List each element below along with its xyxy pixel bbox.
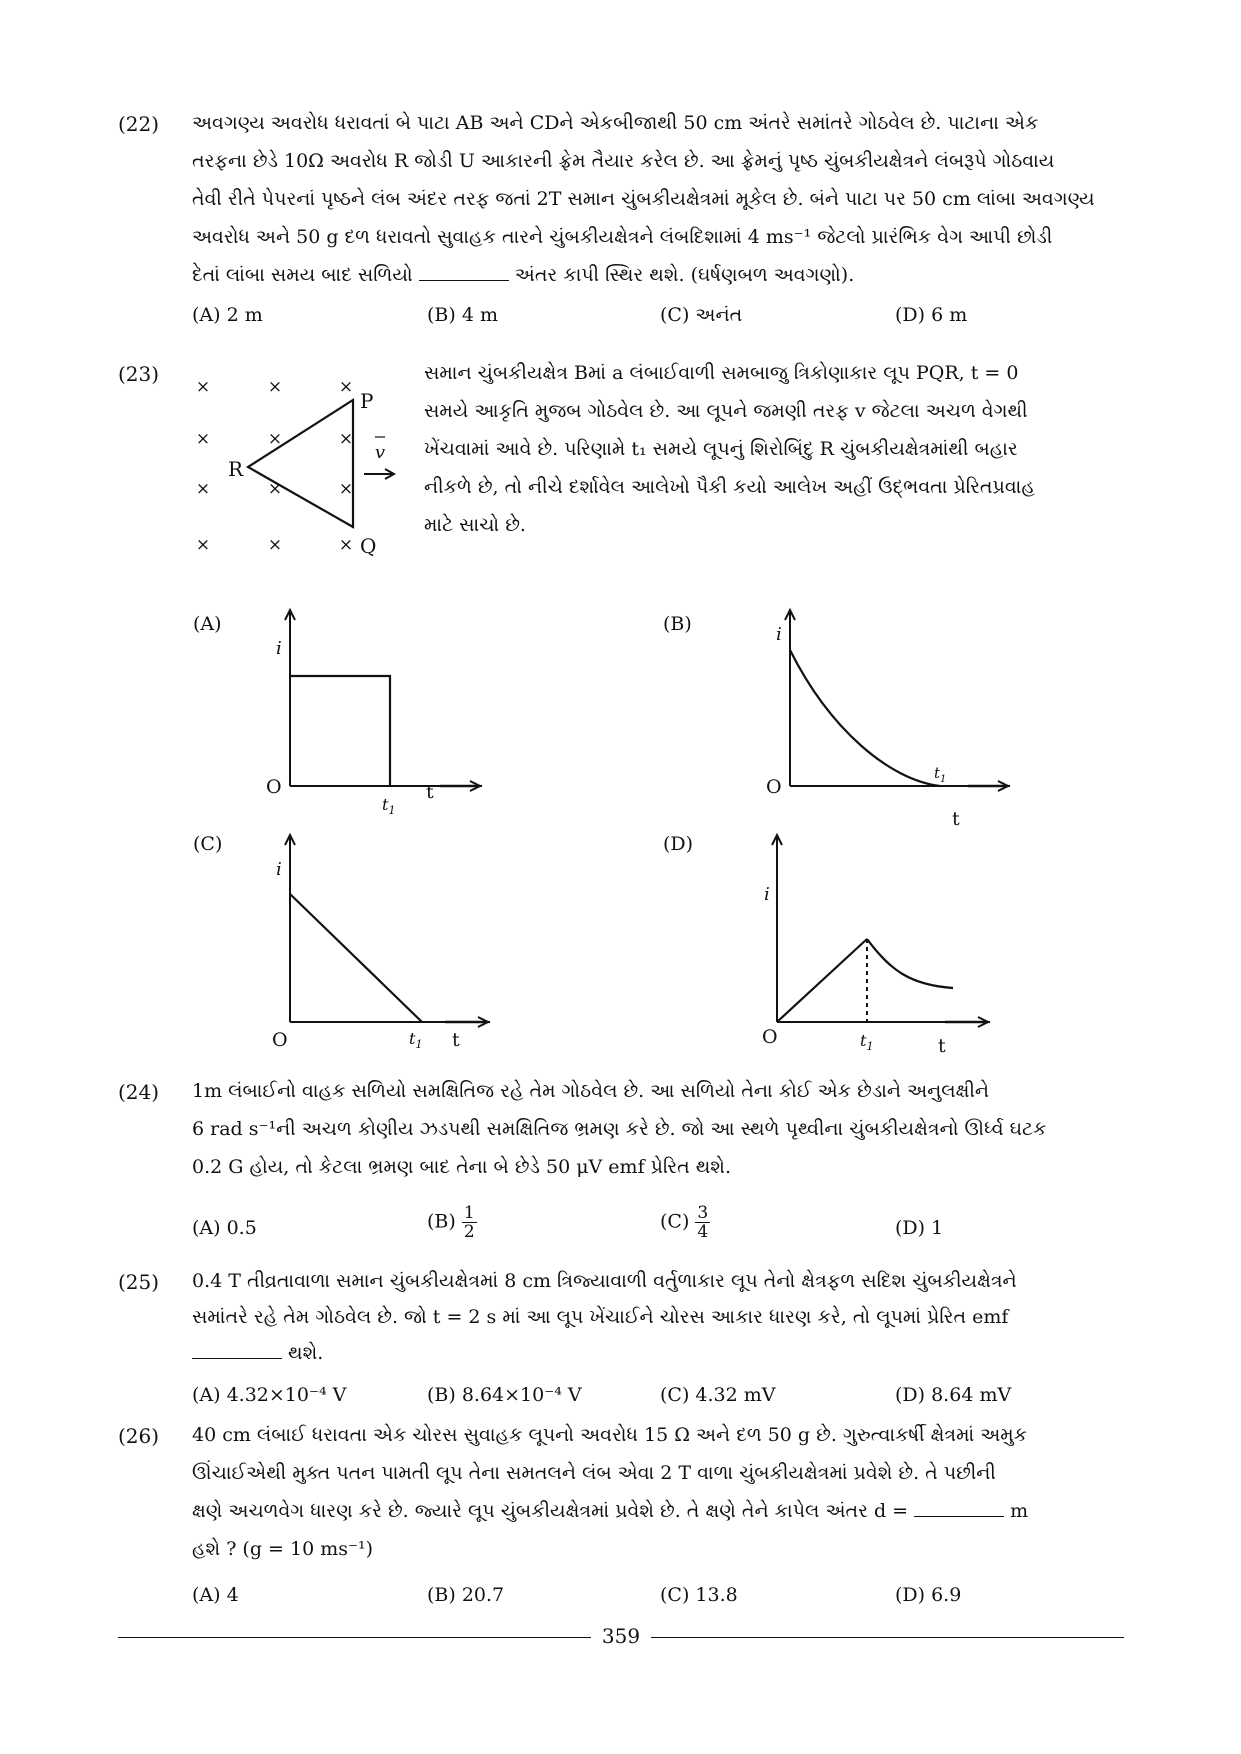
option-label: (C) — [660, 1210, 690, 1233]
option-c — [660, 1204, 710, 1241]
graph-b-label: (B) — [663, 613, 692, 635]
question-text-line: ઊંચાઈએથી મુક્ત પતન પામતી લૂપ તેના સમતલને લંબ એવા 2 T વાળા ચુંબકીયક્ષેત્રમાં પ્રવેશે છે. તે પછીની — [192, 1462, 996, 1484]
option-d: (D) 6 m — [895, 304, 968, 326]
y-axis-label: i — [276, 859, 282, 880]
field-cross: × — [338, 429, 354, 449]
field-cross: × — [195, 429, 211, 449]
vertex-r-label: R — [228, 457, 244, 481]
origin-label: O — [266, 776, 282, 798]
option-b: (B) 4 m — [427, 304, 498, 326]
question-number: (26) — [118, 1424, 160, 1448]
fraction: $\frac{3}{4}$ — [697, 1203, 709, 1242]
t1-label: $t_1$ — [409, 1029, 423, 1051]
option-b: (B) 20.7 — [427, 1584, 505, 1606]
x-axis-label: t — [452, 1029, 460, 1051]
option-d: (D) 6.9 — [895, 1584, 962, 1606]
x-axis-label: t — [938, 1035, 946, 1055]
option-label: (B) — [427, 1210, 456, 1233]
question-text: m — [1010, 1500, 1029, 1522]
question-text-line: 0.2 G હોય, તો કેટલા ભ્રમણ બાદ તેના બે છેડે 50 μV emf પ્રેરિત થશે. — [192, 1156, 731, 1178]
question-text: થશે. — [288, 1342, 324, 1364]
question-text-line: અવગણ્ય અવરોધ ધરાવતાં બે પાટા AB અને CDને એકબીજાથી 50 cm અંતરે સમાંતરે ગોઠવેલ છે. પાટાના એક — [192, 112, 1039, 134]
question-number: (22) — [118, 112, 160, 136]
answer-blank — [419, 280, 509, 281]
graph-c-label: (C) — [193, 833, 223, 855]
question-text-line: 0.4 T તીવ્રતાવાળા સમાન ચુંબકીયક્ષેત્રમાં 8 cm ત્રિજ્યાવાળી વર્તુળાકાર લૂપ તેનો ક્ષેત્રફળ સદિશ ચુંબકીયક્ષેત્રને — [192, 1270, 1017, 1292]
option-a: (A) 4 — [192, 1584, 239, 1606]
graph-d-label: (D) — [663, 833, 694, 855]
footer-rule-left — [118, 1637, 591, 1638]
question-text-line: માટે સાચો છે. — [424, 514, 526, 536]
vertex-p-label: P — [360, 389, 374, 413]
graph-a-curve — [290, 676, 390, 786]
graph-c — [190, 830, 510, 1055]
answer-blank — [914, 1516, 1004, 1517]
question-text-line — [192, 1500, 1028, 1522]
question-text-line — [192, 264, 854, 286]
option-a: (A) 0.5 — [192, 1217, 257, 1239]
field-cross: × — [195, 535, 211, 555]
option-c: (C) 13.8 — [660, 1584, 738, 1606]
question-text: ક્ષણે અચળવેગ ધારણ કરે છે. જ્યારે લૂપ ચુંબકીયક્ષેત્રમાં પ્રવેશે છે. તે ક્ષણે તેને કાપેલ અંતર d = — [192, 1500, 909, 1522]
x-axis-label: t — [426, 781, 434, 803]
question-number: (23) — [118, 362, 160, 386]
field-cross: × — [338, 377, 354, 397]
field-cross: × — [195, 377, 211, 397]
question-text-line: સમાન ચુંબકીયક્ષેત્ર Bમાં a લંબાઈવાળી સમબાજુ ત્રિકોણાકાર લૂપ PQR, t = 0 — [424, 362, 1019, 384]
graph-d-curve — [777, 939, 867, 1022]
option-b — [427, 1204, 477, 1241]
option-a: (A) 2 m — [192, 304, 263, 326]
question-text-line: તરફના છેડે 10Ω અવરોધ R જોડી U આકારની ફ્રેમ તૈયાર કરેલ છે. આ ફ્રેમનું પૃષ્ઠ ચુંબકીયક્ષેત્રને લંબરૂપે ગોઠવાય — [192, 150, 1055, 172]
fraction: $\frac{1}{2}$ — [463, 1203, 475, 1242]
graph-b — [660, 600, 1020, 830]
y-axis-label: i — [764, 884, 770, 905]
question-text-line: 40 cm લંબાઈ ધરાવતા એક ચોરસ સુવાહક લૂપનો અવરોધ 15 Ω અને દળ 50 g છે. ગુરુત્વાકર્ષી ક્ષેત્રમાં અમુક — [192, 1424, 1028, 1446]
footer-rule-right — [651, 1637, 1124, 1638]
option-d: (D) 1 — [895, 1217, 944, 1239]
graph-c-curve — [290, 894, 422, 1022]
field-cross: × — [267, 377, 283, 397]
question-text-line — [192, 1342, 323, 1364]
question-text-line: તેવી રીતે પેપરનાં પૃષ્ઠને લંબ અંદર તરફ જતાં 2T સમાન ચુંબકીયક્ષેત્રમાં મૂકેલ છે. બંને પાટા પર 50 cm લાંબા અવગણ્ય — [192, 188, 1095, 210]
field-cross: × — [338, 535, 354, 555]
option-b: (B) 8.64×10⁻⁴ V — [427, 1384, 582, 1406]
vertex-q-label: Q — [360, 534, 377, 558]
field-cross: × — [267, 479, 283, 499]
question-number: (25) — [118, 1270, 160, 1294]
graph-a-label: (A) — [193, 613, 222, 635]
question-text-line: હશે ? (g = 10 ms⁻¹) — [192, 1538, 374, 1560]
field-cross: × — [338, 479, 354, 499]
triangle-loop-figure — [190, 370, 410, 565]
x-axis-label: t — [952, 808, 960, 830]
option-d: (D) 8.64 mV — [895, 1384, 1012, 1406]
graph-d — [660, 830, 1020, 1055]
field-cross: × — [195, 479, 211, 499]
option-c: (C) 4.32 mV — [660, 1384, 776, 1406]
option-a: (A) 4.32×10⁻⁴ V — [192, 1384, 347, 1406]
t1-label: $t_1$ — [934, 764, 947, 785]
question-text: દેતાં લાંબા સમય બાદ સળિયો — [192, 264, 413, 286]
question-text-line: ખેંચવામાં આવે છે. પરિણામે t₁ સમયે લૂપનું શિરોબિંદુ R ચુંબકીયક્ષેત્રમાંથી બહાર — [424, 438, 1018, 460]
y-axis-label: i — [776, 624, 782, 645]
question-text: અંતર કાપી સ્થિર થશે. (ઘર્ષણબળ અવગણો). — [514, 264, 855, 286]
question-text-line: 1m લંબાઈનો વાહક સળિયો સમક્ષિતિજ રહે તેમ ગોઠવેલ છે. આ સળિયો તેના કોઈ એક છેડાને અનુલક્ષીને — [192, 1080, 990, 1102]
graph-a — [190, 600, 510, 830]
answer-blank — [192, 1358, 282, 1359]
y-axis-label: i — [276, 638, 282, 659]
option-c: (C) અનંત — [660, 304, 743, 326]
question-text-line: નીકળે છે, તો નીચે દર્શાવેલ આલેખો પૈકી કયો આલેખ અહીં ઉદ્ભવતા પ્રેરિતપ્રવાહ — [424, 476, 1035, 498]
field-cross: × — [267, 429, 283, 449]
velocity-label: v — [374, 442, 386, 463]
origin-label: O — [272, 1029, 288, 1051]
question-text-line: અવરોધ અને 50 g દળ ધરાવતો સુવાહક તારને ચુંબકીયક્ષેત્રને લંબદિશામાં 4 ms⁻¹ જેટલો પ્રારંભિક વેગ આપી છોડી — [192, 226, 1053, 248]
field-cross: × — [267, 535, 283, 555]
t1-label: $t_1$ — [860, 1031, 874, 1053]
t1-label: $t_1$ — [382, 795, 396, 817]
origin-label: O — [762, 1026, 778, 1048]
question-number: (24) — [118, 1080, 160, 1104]
origin-label: O — [766, 776, 782, 798]
page-number: 359 — [601, 1624, 641, 1648]
question-text-line: સમાંતરે રહે તેમ ગોઠવેલ છે. જો t = 2 s માં આ લૂપ ખેંચાઈને ચોરસ આકાર ધારણ કરે, તો લૂપમાં પ્રેરિત emf — [192, 1306, 1009, 1328]
question-text-line: સમયે આકૃતિ મુજબ ગોઠવેલ છે. આ લૂપને જમણી તરફ v જેટલા અચળ વેગથી — [424, 400, 1028, 422]
graph-b-curve — [790, 650, 940, 786]
question-text-line: 6 rad s⁻¹ની અચળ કોણીય ઝડપથી સમક્ષિતિજ ભ્રમણ કરે છે. જો આ સ્થળે પૃથ્વીના ચુંબકીયક્ષેત્રનો ઊર્ધ્વ ઘટક — [192, 1118, 1047, 1140]
triangle-loop — [248, 400, 353, 527]
